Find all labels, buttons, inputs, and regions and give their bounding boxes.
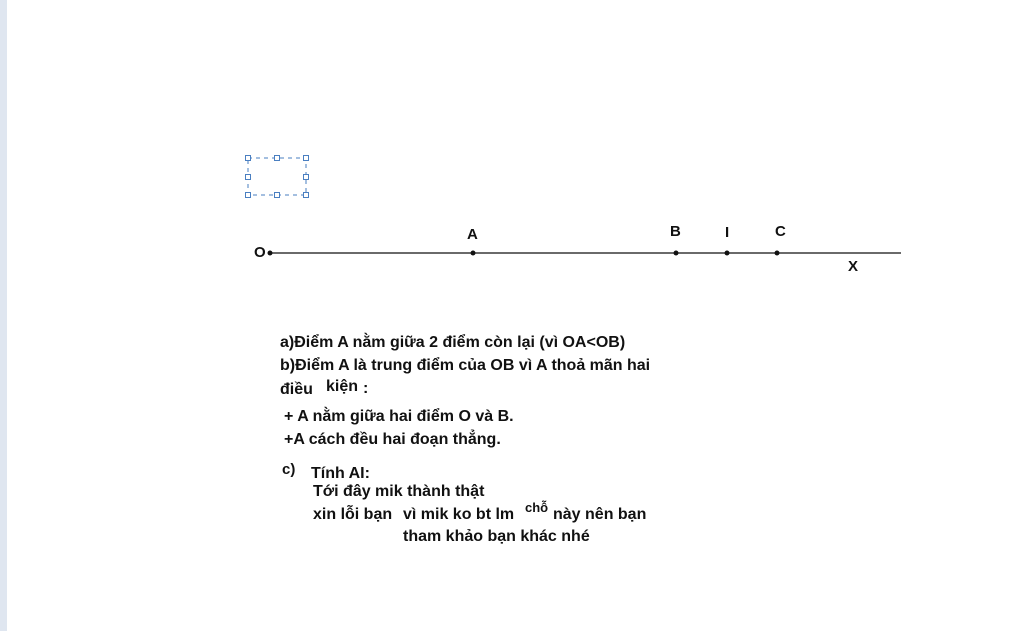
point-i-label: I — [725, 224, 730, 241]
point-i-dot — [725, 251, 730, 256]
answer-b-line1: b)Điểm A là trung điểm của OB vì A thoả mãn hai — [280, 357, 651, 374]
condition-2: +A cách đều hai đoạn thẳng. — [284, 431, 501, 448]
resize-handle[interactable] — [304, 156, 309, 161]
resize-handle[interactable] — [304, 193, 309, 198]
ray-x-label: X — [848, 258, 859, 275]
answer-c-title: Tính AI: — [311, 465, 370, 482]
point-a-label: A — [467, 226, 478, 243]
resize-handle[interactable] — [246, 193, 251, 198]
point-b-dot — [674, 251, 679, 256]
answer-c-line2-c: chỗ — [525, 500, 549, 515]
answer-c-line2-a: xin lỗi bạn — [313, 506, 393, 523]
point-c-dot — [775, 251, 780, 256]
resize-handle[interactable] — [246, 175, 251, 180]
resize-handle[interactable] — [275, 156, 280, 161]
point-o-label: O — [254, 244, 266, 261]
answer-b-word-kien: kiện — [326, 378, 359, 395]
condition-1: + A nằm giữa hai điểm O và B. — [284, 408, 514, 425]
answer-b-colon: : — [363, 380, 369, 397]
resize-handle[interactable] — [304, 175, 309, 180]
answer-c-line2-d: này nên bạn — [553, 506, 647, 523]
answer-c-line3: tham khảo bạn khác nhé — [403, 528, 590, 545]
empty-text-box[interactable] — [246, 156, 309, 198]
answer-c-line1: Tới đây mik thành thật — [313, 483, 485, 500]
answer-a: a)Điểm A nằm giữa 2 điểm còn lại (vì OA<OB) — [280, 334, 626, 351]
point-o-dot — [268, 251, 273, 256]
answer-c-label: c) — [282, 461, 296, 478]
point-a-dot — [471, 251, 476, 256]
point-c-label: C — [775, 223, 786, 240]
resize-handle[interactable] — [275, 193, 280, 198]
resize-handle[interactable] — [246, 156, 251, 161]
answer-b-word-dieu: điều — [280, 381, 313, 398]
answer-c-line2-b: vì mik ko bt lm — [403, 506, 515, 523]
point-b-label: B — [670, 223, 681, 240]
